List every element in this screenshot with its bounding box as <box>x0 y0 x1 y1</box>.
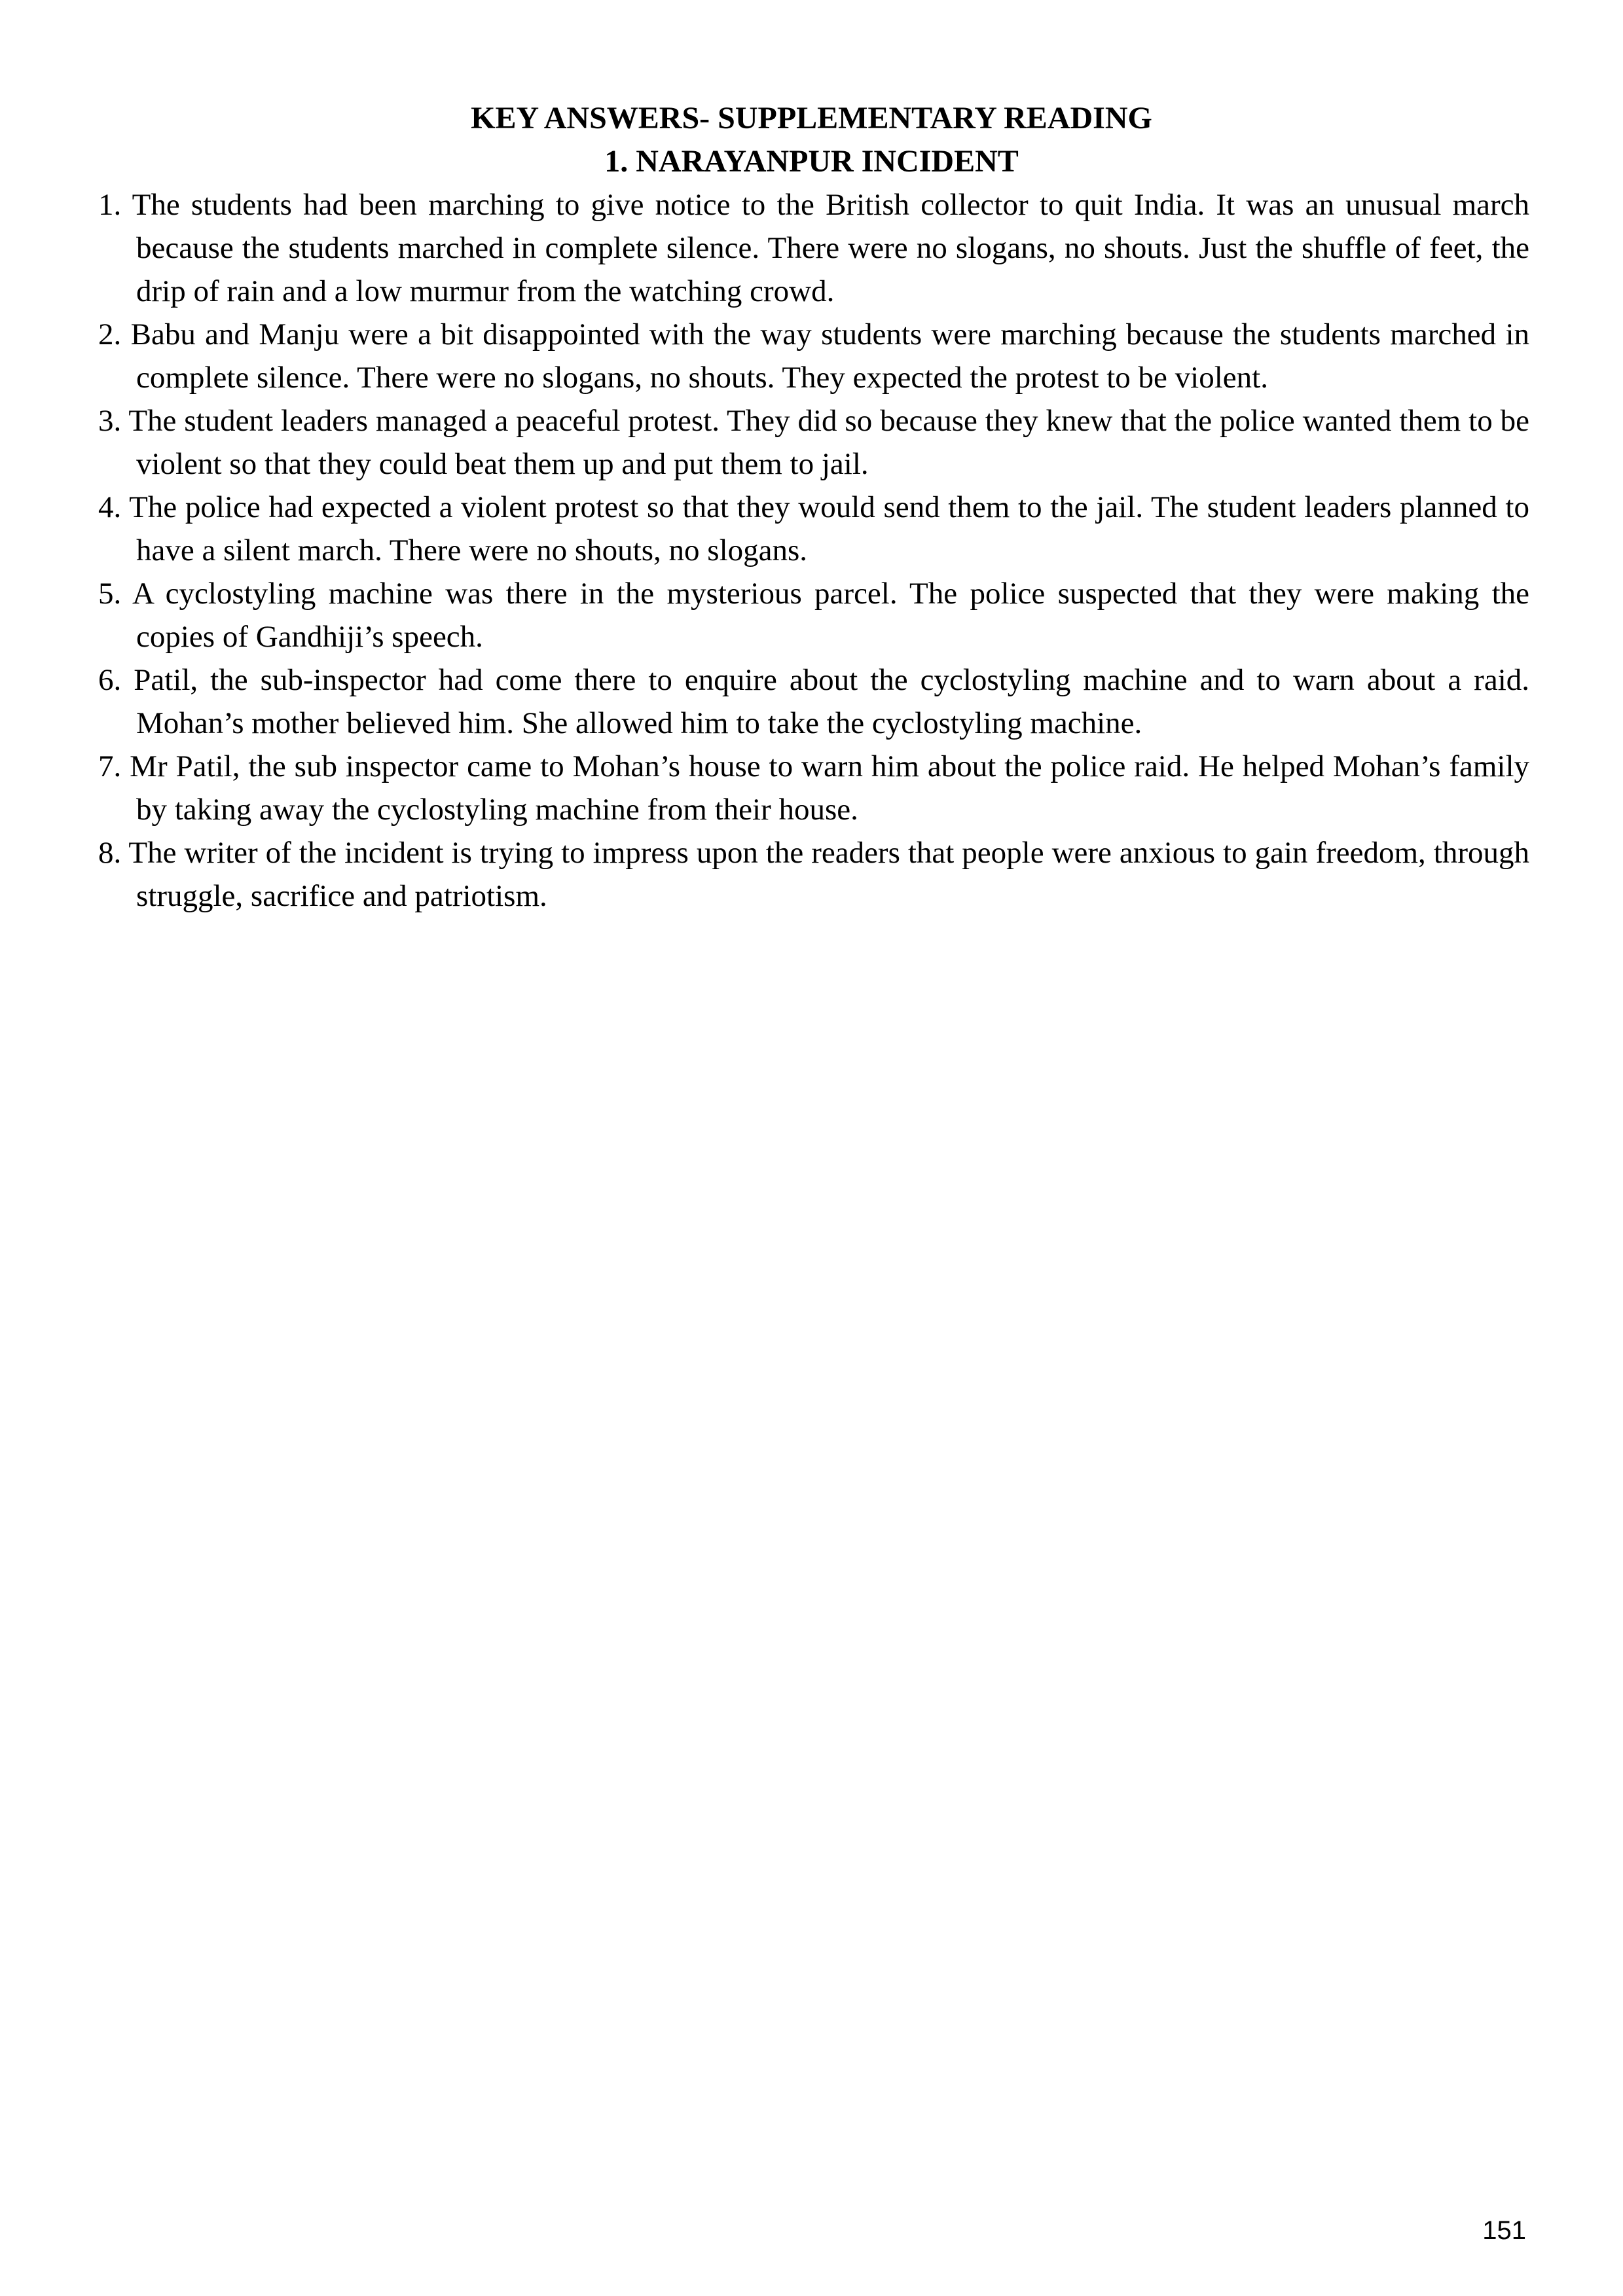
answer-item-5 <box>98 572 1529 658</box>
answer-number: 5. <box>98 577 122 611</box>
answer-list <box>98 183 1529 918</box>
answer-text: The writer of the incident is trying to impress upon the readers that people were anxious to gain freedom, through struggle, sacrifice and patriotism. <box>128 836 1529 913</box>
answer-item-4 <box>98 486 1529 572</box>
section-title: 1. NARAYANPUR INCIDENT <box>604 144 1019 179</box>
answer-item-1 <box>98 183 1529 313</box>
page-title: KEY ANSWERS- SUPPLEMENTARY READING <box>471 101 1152 135</box>
answer-text: Mr Patil, the sub inspector came to Mohan’s house to warn him about the police raid. He helped Mohan’s family by taking away the cyclostyling machine from their house. <box>130 749 1530 827</box>
answer-item-6 <box>98 658 1529 745</box>
answer-item-3 <box>98 399 1529 486</box>
answer-item-7 <box>98 745 1529 831</box>
answer-number: 2. <box>98 317 122 351</box>
answer-text: The police had expected a violent protest so that they would send them to the jail. The student leaders planned to have a silent march. There were no shouts, no slogans. <box>129 490 1529 567</box>
answer-number: 4. <box>98 490 122 524</box>
answer-text: A cyclostyling machine was there in the mysterious parcel. The police suspected that they were making the copies of Gandhiji’s speech. <box>132 577 1529 654</box>
answer-item-8 <box>98 831 1529 918</box>
answer-number: 1. <box>98 188 122 222</box>
answer-item-2 <box>98 313 1529 399</box>
answer-number: 8. <box>98 836 122 870</box>
answer-number: 3. <box>98 404 122 438</box>
answer-text: The students had been marching to give notice to the British collector to quit India. It was an unusual march because the students marched in complete silence. There were no slogans, no shouts. Just the shuffle of feet, the drip of rain and a low murmur from the watching crowd. <box>132 188 1529 308</box>
answer-number: 6. <box>98 663 122 697</box>
answer-number: 7. <box>98 749 122 783</box>
page-number: 151 <box>1482 2216 1526 2245</box>
answer-text: The student leaders managed a peaceful protest. They did so because they knew that the police wanted them to be violent so that they could beat them up and put them to jail. <box>128 404 1530 481</box>
answer-text: Patil, the sub-inspector had come there to enquire about the cyclostyling machine and to warn about a raid. Mohan’s mother believed him. She allowed him to take the cyclostyling machine. <box>134 663 1529 740</box>
answer-text: Babu and Manju were a bit disappointed with the way students were marching because the students marched in complete silence. There were no slogans, no shouts. They expected the protest to be violent. <box>130 317 1530 395</box>
